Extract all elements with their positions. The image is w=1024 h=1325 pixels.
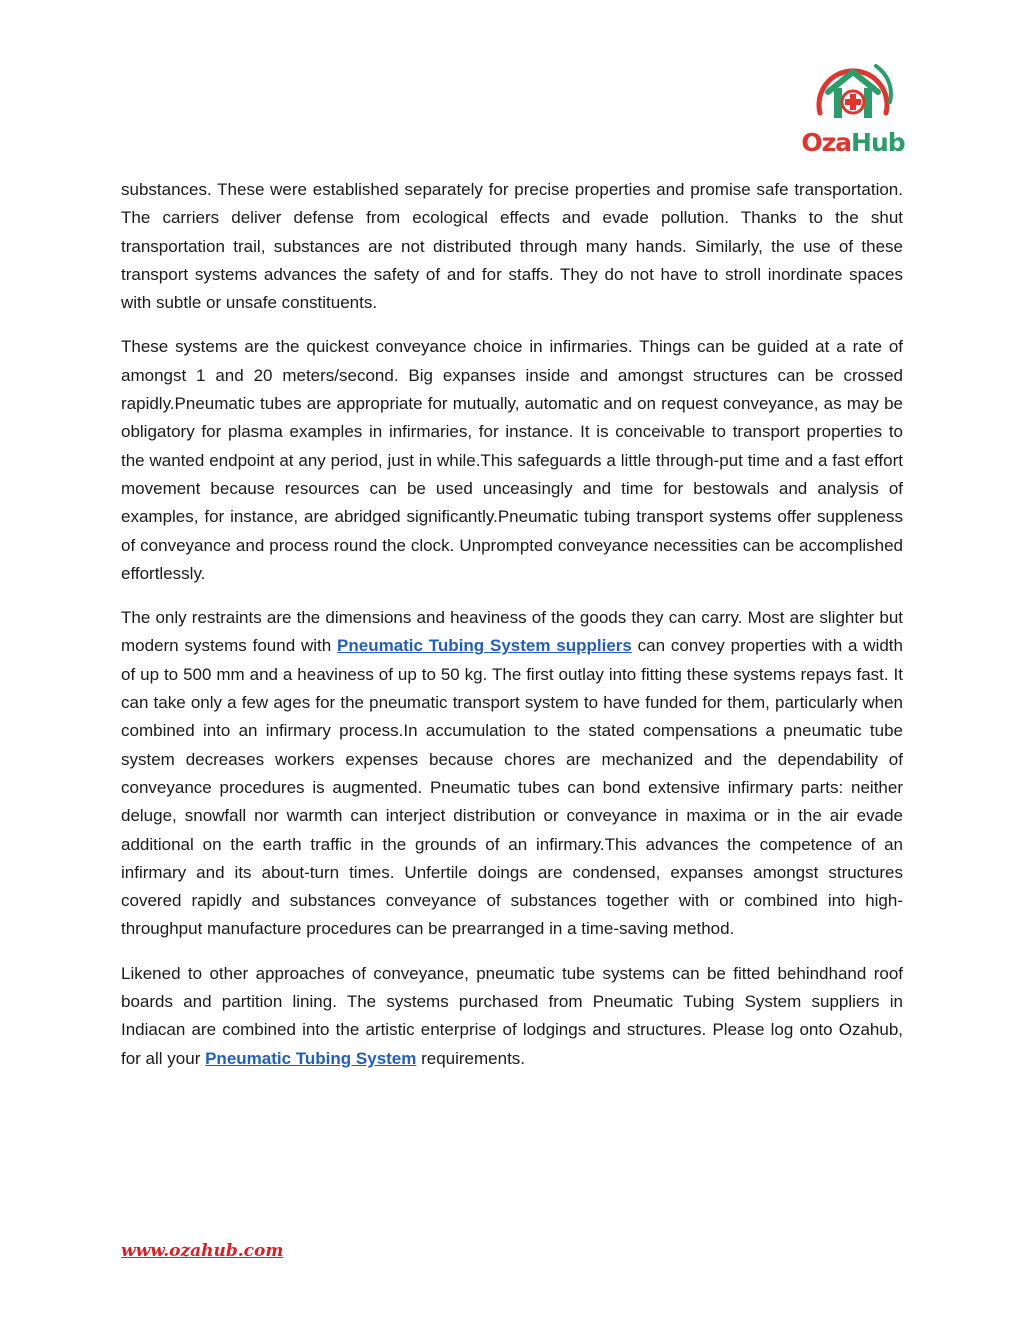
ozahub-logo[interactable] (798, 58, 908, 160)
hospital-house-icon (798, 58, 908, 130)
paragraph-3-text-end: can convey properties with a width of up to 500 mm and a heaviness of up to 50 kg. The first outlay into fitting these systems repays fast. It can take only a few ages for the pneumatic transport system to have funded for them, particularly when combined into an infirmary process.In accumulation to the stated compensations a pneumatic tube system decreases workers expenses because chores are mechanized and the dependability of conveyance procedures is augmented. Pneumatic tubes can bond extensive infirmary parts: neither deluge, snowfall nor warmth can interject distribution or conveyance in maxima or in the air evade additional on the earth traffic in the grounds of an infirmary.This advances the competence of an infirmary and its about-turn times. Unfertile doings are condensed, expanses amongst structures covered rapidly and substances conveyance of substances together with or combined into high-throughput manufacture procedures can be prearranged in a time-saving method. (121, 636, 903, 939)
pneumatic-tubing-system-link[interactable]: Pneumatic Tubing System (205, 1048, 417, 1068)
paragraph-1: substances. These were established separately for precise properties and promise safe transportation. The carriers deliver defense from ecological effects and evade pollution. Thanks to the shut transportation trail, substances are not distributed through many hands. Similarly, the use of these transport systems advances the safety of and for staffs. They do not have to stroll inordinate spaces with subtle or unsafe constituents. (121, 180, 903, 313)
paragraph-3-text-start: The only restraints are the dimensions and heaviness of the goods they can carry. Most are slighter but modern systems found with (121, 608, 903, 656)
logo-word-hub: Hub (851, 128, 905, 157)
logo-word-oza: Oza (801, 128, 852, 157)
paragraph-4-text-end: requirements. (416, 1048, 526, 1068)
paragraph-4 (121, 960, 903, 1073)
pneumatic-tubing-suppliers-link[interactable]: Pneumatic Tubing System suppliers (337, 636, 632, 656)
article-body (121, 176, 903, 1089)
paragraph-4-text-start: Likened to other approaches of conveyance, pneumatic tube systems can be fitted behindhand roof boards and partition lining. The systems purchased from Pneumatic Tubing System suppliers in Indiacan are combined into the artistic enterprise of lodgings and structures. Please log onto Ozahub, for all your (121, 963, 903, 1068)
footer-website-link[interactable]: www.ozahub.com (121, 1241, 284, 1261)
paragraph-2: These systems are the quickest conveyance choice in infirmaries. Things can be guided at a rate of amongst 1 and 20 meters/second. Big expanses inside and amongst structures can be crossed rapidly.Pneumatic tubes are appropriate for mutually, automatic and on request conveyance, as may be obligatory for plasma examples in infirmaries, for instance. It is conceivable to transport properties to the wanted endpoint at any period, just in while.This safeguards a little through-put time and a fast effort movement because resources can be used unceasingly and time for bestowals and analysis of examples, for instance, are abridged significantly.Pneumatic tubing transport systems offer suppleness of conveyance and process round the clock. Unprompted conveyance necessities can be accomplished effortlessly. (121, 337, 903, 583)
logo-wordmark (798, 128, 908, 158)
paragraph-3 (121, 604, 903, 944)
